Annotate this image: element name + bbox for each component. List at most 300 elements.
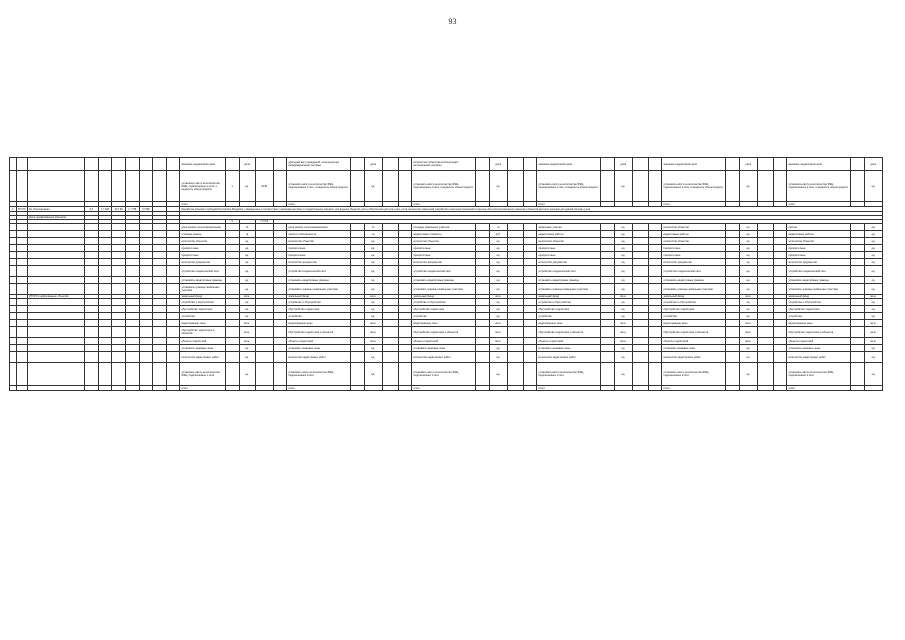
table-cell: обустройство территории и объектов bbox=[537, 327, 601, 338]
table-cell bbox=[166, 352, 180, 363]
table-cell bbox=[85, 338, 99, 345]
table-cell: земельный фонд bbox=[662, 295, 726, 299]
table-cell bbox=[773, 284, 787, 295]
table-cell bbox=[476, 299, 490, 306]
table-cell bbox=[632, 238, 648, 245]
table-cell: установить границы земельных участков bbox=[787, 284, 851, 295]
table-cell bbox=[10, 266, 17, 277]
table-cell: объекты территорий bbox=[412, 338, 476, 345]
table-cell bbox=[16, 313, 27, 320]
table-cell bbox=[255, 277, 273, 284]
table-cell bbox=[726, 277, 740, 284]
table-cell bbox=[10, 252, 17, 259]
table-cell: установить межевые зоны bbox=[180, 345, 225, 352]
table-cell bbox=[601, 259, 615, 266]
table-cell bbox=[10, 238, 17, 245]
table-cell bbox=[507, 299, 523, 306]
table-cell bbox=[851, 231, 865, 238]
table-cell bbox=[398, 245, 412, 252]
table-cell bbox=[632, 306, 648, 313]
table-cell bbox=[166, 266, 180, 277]
table-cell bbox=[601, 252, 615, 259]
table-cell: ед. bbox=[739, 224, 757, 231]
table-cell bbox=[273, 306, 287, 313]
table-cell: ед. bbox=[739, 171, 757, 202]
table-cell: ед. bbox=[614, 313, 632, 320]
table-cell bbox=[523, 327, 537, 338]
table-cell bbox=[28, 306, 85, 313]
table-cell bbox=[166, 277, 180, 284]
table-cell bbox=[648, 259, 662, 266]
table-cell: ед. bbox=[864, 252, 882, 259]
table-cell bbox=[507, 224, 523, 231]
table-cell bbox=[382, 338, 398, 345]
table-row bbox=[10, 252, 883, 259]
table-cell bbox=[225, 327, 239, 338]
table-cell bbox=[726, 345, 740, 352]
data-table-container bbox=[9, 157, 883, 439]
table-cell bbox=[476, 252, 490, 259]
table-cell bbox=[851, 245, 865, 252]
table-cell bbox=[125, 313, 139, 320]
table-cell bbox=[726, 231, 740, 238]
table-cell bbox=[350, 231, 364, 238]
table-cell bbox=[273, 363, 287, 386]
table-row bbox=[10, 284, 883, 295]
table-cell bbox=[166, 245, 180, 252]
table-cell: кв.м. bbox=[739, 295, 757, 299]
table-cell bbox=[125, 320, 139, 327]
table-cell bbox=[112, 252, 126, 259]
table-cell: ед. bbox=[489, 171, 507, 202]
table-cell bbox=[523, 238, 537, 245]
table-cell: приоритетные bbox=[180, 252, 225, 259]
table-cell bbox=[125, 352, 139, 363]
table-cell bbox=[139, 266, 153, 277]
table-cell bbox=[507, 245, 523, 252]
table-cell: ед. bbox=[364, 277, 382, 284]
table-cell bbox=[773, 231, 787, 238]
table-cell bbox=[10, 284, 17, 295]
table-cell: кв.м. bbox=[364, 320, 382, 327]
table-cell bbox=[350, 327, 364, 338]
table-cell: количество объектов bbox=[787, 238, 851, 245]
table-row bbox=[10, 266, 883, 277]
table-cell: ед. bbox=[239, 284, 255, 295]
table-cell bbox=[153, 306, 167, 313]
table-cell bbox=[166, 338, 180, 345]
table-cell: установить кадастровые границы bbox=[412, 277, 476, 284]
table-cell: ед. bbox=[864, 266, 882, 277]
table-cell bbox=[382, 245, 398, 252]
table-cell: ед. bbox=[739, 313, 757, 320]
table-cell: 1 7 408 bbox=[98, 207, 112, 212]
table-cell bbox=[476, 345, 490, 352]
table-row bbox=[10, 313, 883, 320]
table-cell bbox=[98, 266, 112, 277]
table-cell bbox=[851, 306, 865, 313]
table-cell bbox=[112, 320, 126, 327]
table-cell bbox=[601, 306, 615, 313]
table-cell bbox=[398, 224, 412, 231]
table-cell bbox=[273, 266, 287, 277]
table-cell: ед. bbox=[864, 313, 882, 320]
table-cell bbox=[648, 284, 662, 295]
table-cell bbox=[851, 345, 865, 352]
table-cell: обустройство территории bbox=[662, 306, 726, 313]
table-cell: итого bbox=[787, 202, 851, 207]
table-cell bbox=[166, 238, 180, 245]
table-row bbox=[10, 320, 883, 327]
table-cell bbox=[382, 363, 398, 386]
table-cell bbox=[757, 345, 773, 352]
table-cell: приоритетные bbox=[412, 245, 476, 252]
table-cell bbox=[601, 224, 615, 231]
table-cell: объекты территорий bbox=[287, 338, 351, 345]
table-cell: установить кадастровые границы bbox=[787, 277, 851, 284]
table-cell bbox=[601, 313, 615, 320]
table-cell bbox=[773, 245, 787, 252]
table-cell bbox=[507, 320, 523, 327]
table-cell: ед. bbox=[239, 238, 255, 245]
table-cell bbox=[851, 363, 865, 386]
table-cell: кв.м. bbox=[614, 320, 632, 327]
table-cell bbox=[851, 238, 865, 245]
table-cell: приоритетные bbox=[287, 252, 351, 259]
table-cell: значение индикаторов цели bbox=[662, 158, 726, 171]
table-cell bbox=[757, 284, 773, 295]
table-cell bbox=[225, 352, 239, 363]
table-cell bbox=[851, 299, 865, 306]
table-cell bbox=[255, 252, 273, 259]
table-cell bbox=[98, 352, 112, 363]
table-cell bbox=[523, 245, 537, 252]
table-row bbox=[10, 338, 883, 345]
table-cell: ед. bbox=[239, 345, 255, 352]
table-cell bbox=[851, 284, 865, 295]
table-cell: обустройство территории и объектов bbox=[180, 327, 225, 338]
table-cell: % bbox=[364, 224, 382, 231]
table-cell: установить границы земельных участков bbox=[180, 284, 225, 295]
table-cell: итого bbox=[787, 386, 851, 391]
table-cell bbox=[773, 327, 787, 338]
table-cell: устройство геодезической сети bbox=[180, 266, 225, 277]
table-cell bbox=[153, 238, 167, 245]
table-cell: земельный фонд bbox=[287, 295, 351, 299]
table-cell bbox=[125, 231, 139, 238]
table-cell: установить границы земельных участков bbox=[537, 284, 601, 295]
table-cell bbox=[757, 266, 773, 277]
table-cell bbox=[523, 338, 537, 345]
table-row bbox=[10, 158, 883, 171]
table-cell: приоритетные bbox=[180, 245, 225, 252]
table-cell: ед. bbox=[489, 238, 507, 245]
table-cell bbox=[273, 327, 287, 338]
table-row bbox=[10, 245, 883, 252]
table-cell bbox=[139, 306, 153, 313]
table-cell: устройство bbox=[287, 313, 351, 320]
table-cell: площадь земель bbox=[180, 231, 225, 238]
table-cell: ед. bbox=[614, 345, 632, 352]
table-cell bbox=[632, 327, 648, 338]
table-cell: ед. bbox=[614, 266, 632, 277]
table-cell: ед. bbox=[739, 352, 757, 363]
table-cell: кв.м. bbox=[239, 327, 255, 338]
table-cell: земельные участки bbox=[537, 224, 601, 231]
table-cell: ед. bbox=[739, 231, 757, 238]
table-cell bbox=[28, 363, 85, 386]
table-cell bbox=[507, 259, 523, 266]
table-cell: количество документов bbox=[537, 259, 601, 266]
table-cell: кв.м. bbox=[614, 295, 632, 299]
table-cell bbox=[851, 320, 865, 327]
table-cell: установить квоту на количество ФЭЦ, подключенных к сети bbox=[787, 363, 851, 386]
table-cell bbox=[112, 338, 126, 345]
table-cell bbox=[255, 320, 273, 327]
table-cell bbox=[757, 299, 773, 306]
table-cell bbox=[16, 231, 27, 238]
table-cell bbox=[851, 352, 865, 363]
table-cell: установить квоту на количество ФЭЦ, подключенных к сети bbox=[412, 363, 476, 386]
table-cell bbox=[350, 224, 364, 231]
table-cell bbox=[85, 277, 99, 284]
table-cell bbox=[601, 277, 615, 284]
table-cell bbox=[255, 259, 273, 266]
table-cell bbox=[85, 245, 99, 252]
table-cell bbox=[632, 259, 648, 266]
table-cell: ед. bbox=[614, 284, 632, 295]
table-cell bbox=[10, 259, 17, 266]
table-cell bbox=[398, 266, 412, 277]
table-cell: ед. bbox=[364, 299, 382, 306]
table-cell: установить межевые зоны bbox=[287, 345, 351, 352]
table-cell bbox=[225, 252, 239, 259]
table-cell: руб. bbox=[489, 231, 507, 238]
table-cell: га bbox=[489, 224, 507, 231]
table-cell bbox=[382, 231, 398, 238]
table-cell: ед. bbox=[864, 284, 882, 295]
table-cell bbox=[85, 352, 99, 363]
table-cell bbox=[98, 238, 112, 245]
table-cell: количество объектов bbox=[180, 238, 225, 245]
table-cell bbox=[757, 363, 773, 386]
table-cell bbox=[757, 277, 773, 284]
table-cell: устройство геодезической сети bbox=[287, 266, 351, 277]
table-cell bbox=[773, 345, 787, 352]
table-cell bbox=[28, 338, 85, 345]
table-cell bbox=[601, 327, 615, 338]
table-cell: кв.м. bbox=[489, 295, 507, 299]
table-cell: ед. bbox=[239, 299, 255, 306]
table-cell bbox=[10, 306, 17, 313]
table-cell bbox=[726, 245, 740, 252]
table-cell: ед. bbox=[864, 238, 882, 245]
table-cell bbox=[726, 320, 740, 327]
table-cell: кв.м. bbox=[239, 295, 255, 299]
table-cell: доля bbox=[864, 158, 882, 171]
table-cell bbox=[112, 345, 126, 352]
table-cell bbox=[112, 238, 126, 245]
table-cell bbox=[28, 320, 85, 327]
table-cell bbox=[10, 224, 17, 231]
table-cell: итого bbox=[287, 202, 351, 207]
table-cell bbox=[225, 345, 239, 352]
table-cell bbox=[153, 284, 167, 295]
table-cell bbox=[139, 252, 153, 259]
table-cell bbox=[98, 259, 112, 266]
table-cell: кв.м. bbox=[864, 338, 882, 345]
table-cell bbox=[98, 277, 112, 284]
table-cell: кв.м. bbox=[864, 320, 882, 327]
table-cell: установить квоту на количество ФЭЦ, подключенных к сети, и выделить объем средств bbox=[537, 171, 601, 202]
table-cell bbox=[601, 266, 615, 277]
table-cell: количество объектов bbox=[287, 238, 351, 245]
table-cell bbox=[112, 259, 126, 266]
table-cell bbox=[255, 363, 273, 386]
table-cell bbox=[112, 299, 126, 306]
table-cell bbox=[225, 277, 239, 284]
table-cell bbox=[476, 320, 490, 327]
table-cell bbox=[773, 320, 787, 327]
table-cell bbox=[16, 338, 27, 345]
table-cell: ед. bbox=[864, 363, 882, 386]
table-cell bbox=[153, 338, 167, 345]
table-cell bbox=[851, 327, 865, 338]
table-cell: 1 bbox=[10, 207, 17, 212]
table-cell bbox=[255, 245, 273, 252]
table-cell bbox=[112, 224, 126, 231]
table-cell: га bbox=[239, 231, 255, 238]
table-cell bbox=[476, 352, 490, 363]
table-cell bbox=[125, 299, 139, 306]
table-cell: ед. bbox=[739, 299, 757, 306]
table-cell bbox=[166, 345, 180, 352]
table-row bbox=[10, 224, 883, 231]
table-cell bbox=[225, 320, 239, 327]
table-cell: установить межевые зоны bbox=[662, 345, 726, 352]
table-cell: кадастровые работы bbox=[787, 231, 851, 238]
table-cell bbox=[273, 352, 287, 363]
table-cell: значение индикаторов цели bbox=[180, 158, 225, 171]
table-cell bbox=[85, 306, 99, 313]
table-cell bbox=[85, 320, 99, 327]
table-cell: количество кадастровых работ bbox=[537, 352, 601, 363]
table-cell bbox=[648, 352, 662, 363]
table-cell bbox=[139, 338, 153, 345]
table-cell bbox=[382, 266, 398, 277]
table-cell: ед. bbox=[864, 245, 882, 252]
table-cell bbox=[523, 277, 537, 284]
table-cell bbox=[273, 284, 287, 295]
table-cell bbox=[507, 284, 523, 295]
table-cell bbox=[225, 338, 239, 345]
table-cell bbox=[139, 327, 153, 338]
table-cell: земельный фонд bbox=[412, 295, 476, 299]
table-cell bbox=[757, 306, 773, 313]
table-cell: ИТОГО оцифрованных объектов bbox=[28, 295, 85, 299]
table-cell: ед. bbox=[489, 259, 507, 266]
table-cell bbox=[225, 266, 239, 277]
table-cell: значение индикаторов цели bbox=[787, 158, 851, 171]
table-cell: ед. bbox=[864, 299, 882, 306]
table-cell: кв.м. bbox=[489, 320, 507, 327]
table-cell bbox=[523, 252, 537, 259]
table-cell: установить квоту на количество ФЭЦ, подключенных к сети bbox=[662, 363, 726, 386]
table-cell bbox=[726, 363, 740, 386]
table-cell bbox=[601, 299, 615, 306]
table-cell bbox=[476, 266, 490, 277]
table-cell bbox=[139, 245, 153, 252]
table-cell: установить квоту на количество ФЭЦ, подключенных к сети bbox=[287, 363, 351, 386]
table-cell bbox=[851, 259, 865, 266]
table-cell bbox=[648, 299, 662, 306]
table-cell bbox=[398, 327, 412, 338]
table-cell bbox=[153, 313, 167, 320]
table-cell: земельный фонд bbox=[537, 295, 601, 299]
table-cell: кв.м. bbox=[739, 320, 757, 327]
table-cell: количество документов bbox=[287, 259, 351, 266]
table-cell bbox=[350, 338, 364, 345]
table-cell bbox=[255, 313, 273, 320]
table-cell: обустройство территории bbox=[537, 306, 601, 313]
table-cell bbox=[153, 320, 167, 327]
table-cell: ед. bbox=[364, 266, 382, 277]
table-cell bbox=[773, 238, 787, 245]
table-cell bbox=[225, 231, 239, 238]
table-cell: итого bbox=[180, 202, 225, 207]
table-cell bbox=[225, 245, 239, 252]
table-cell bbox=[98, 224, 112, 231]
table-cell bbox=[98, 338, 112, 345]
table-cell: значение индикаторов цели bbox=[537, 158, 601, 171]
table-cell bbox=[601, 338, 615, 345]
table-cell bbox=[632, 284, 648, 295]
table-cell bbox=[648, 363, 662, 386]
table-cell bbox=[648, 338, 662, 345]
table-cell bbox=[476, 224, 490, 231]
table-cell bbox=[350, 313, 364, 320]
table-cell bbox=[851, 252, 865, 259]
table-cell bbox=[648, 252, 662, 259]
table-cell: установить квоту на количество ФЭЦ, подключенных к сети, и выделить объем средств bbox=[412, 171, 476, 202]
table-cell bbox=[85, 327, 99, 338]
table-cell bbox=[773, 338, 787, 345]
table-cell bbox=[153, 299, 167, 306]
table-cell: кв.м. bbox=[489, 327, 507, 338]
table-cell: ед. bbox=[489, 313, 507, 320]
table-cell: количество объектов bbox=[662, 224, 726, 231]
table-cell: водоохранные зоны bbox=[662, 320, 726, 327]
table-cell bbox=[476, 306, 490, 313]
table-cell bbox=[10, 345, 17, 352]
table-cell bbox=[255, 352, 273, 363]
table-cell bbox=[773, 313, 787, 320]
table-cell bbox=[166, 231, 180, 238]
table-cell bbox=[398, 252, 412, 259]
table-cell: кв.м. bbox=[614, 338, 632, 345]
table-cell: ед. bbox=[364, 345, 382, 352]
table-cell bbox=[139, 277, 153, 284]
table-cell bbox=[125, 252, 139, 259]
table-cell: ед. bbox=[364, 352, 382, 363]
table-cell bbox=[757, 313, 773, 320]
table-cell: объекты территорий bbox=[662, 338, 726, 345]
table-cell bbox=[139, 313, 153, 320]
table-cell: количество субъектов использующих региональные порталы bbox=[412, 158, 476, 171]
table-cell bbox=[601, 363, 615, 386]
table-cell: ед. bbox=[489, 345, 507, 352]
table-cell bbox=[112, 352, 126, 363]
